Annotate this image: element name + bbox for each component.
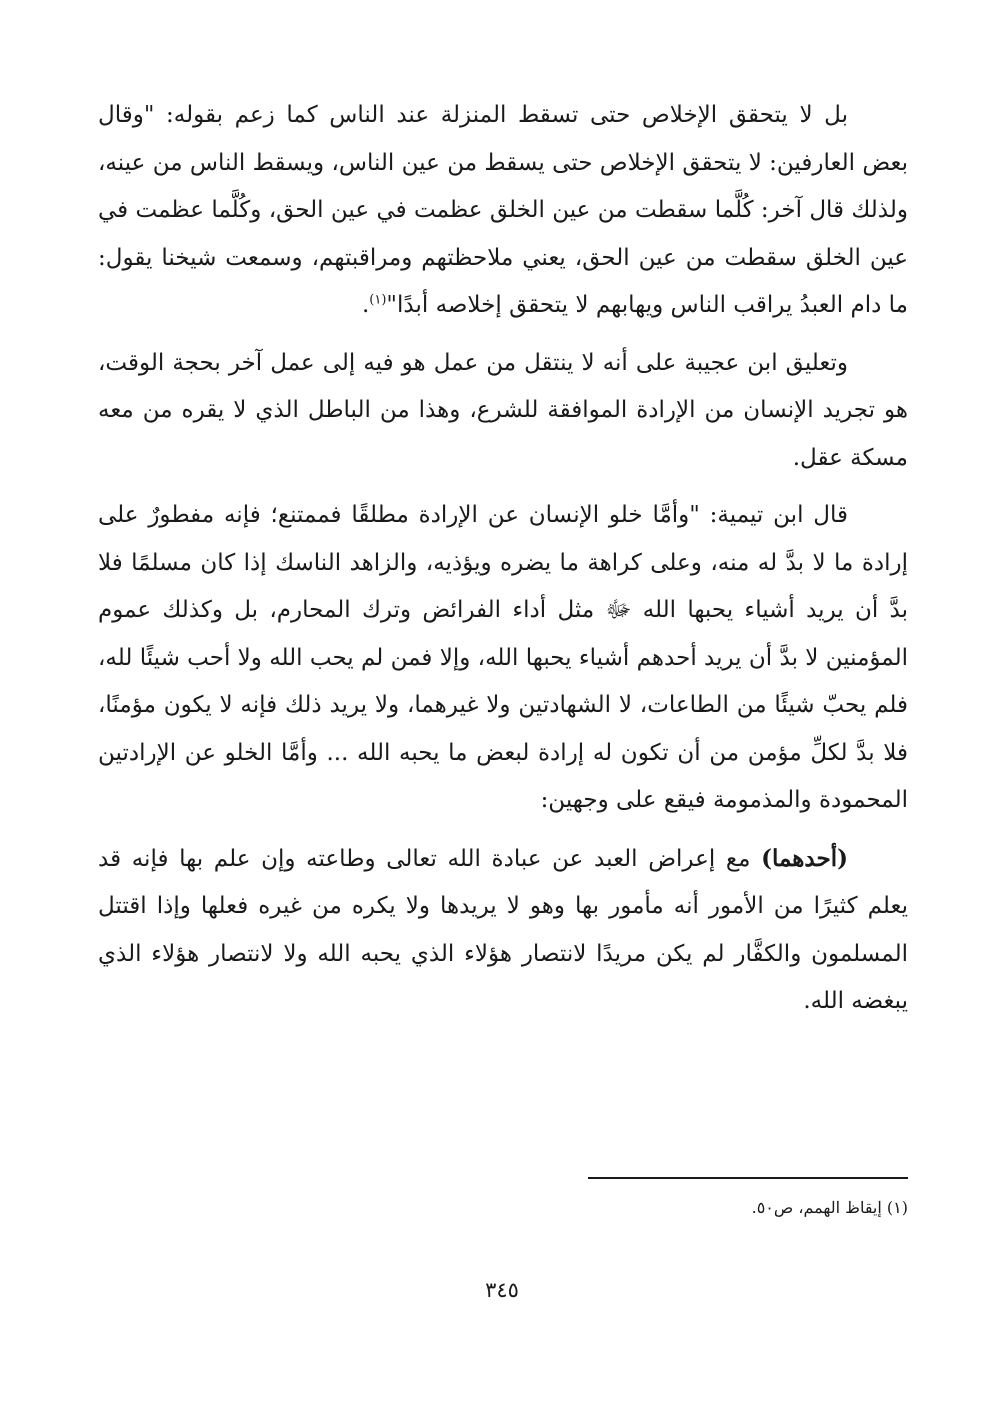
paragraph-1-text: بل لا يتحقق الإخلاص حتى تسقط المنزلة عند الناس كما زعم بقوله: "وقال بعض العارفين: لا يتحقق الإخلاص حتى يسقط من عين الناس، ويسقط الناس من عينه، ولذلك قال آخر: كُلَّما سقطت من عين الخلق عظمت في عين الحق، وكُلَّما عظمت في عين الخلق سقطت من عين الحق، يعني ملاحظتهم ومراقبتهم، وسمعت شيخنا يقول: ما دام العبدُ يراقب الناس ويهابهم لا يتحقق إخلاصه أبدًا": [98, 102, 908, 318]
paragraph-3: قال ابن تيمية: "وأمَّا خلو الإنسان عن الإرادة مطلقًا فممتنع؛ فإنه مفطورٌ على إرادة ما لا بدَّ له منه، وعلى كراهة ما يضره ويؤذيه، والزاهد الناسك إذا كان مسلمًا فلا بدَّ أن يريد أشياء يحبها الله ﷻ مثل أداء الفرائض وترك المحارم، بل وكذلك عموم المؤمنين لا بدَّ أن يريد أحدهم أشياء يحبها الله، وإلا فمن لم يحب الله ولا أحب شيئًا لله، فلم يحبّ شيئًا من الطاعات، لا الشهادتين ولا غيرهما، ولا يريد ذلك فإنه لا يكون مؤمنًا، فلا بدَّ لكلِّ مؤمن من أن تكون له إرادة لبعض ما يحبه الله ... وأمَّا الخلو عن الإرادتين المحمودة والمذمومة فيقع على وجهين:: [98, 502, 908, 813]
footnote-reference[interactable]: (١): [369, 292, 387, 308]
footnote-divider: [588, 1177, 908, 1179]
page-number: ٣٤٥: [485, 1278, 519, 1302]
footnote: (١) إيقاظ الهمم، ص٥٠.: [751, 1198, 908, 1217]
paragraph-2: وتعليق ابن عجيبة على أنه لا ينتقل من عمل هو فيه إلى عمل آخر بحجة الوقت، هو تجريد الإنسان من الإرادة الموافقة للشرع، وهذا من الباطل الذي لا يقره من معه مسكة عقل.: [98, 349, 908, 471]
paragraph-1: [98, 92, 908, 330]
paragraph-4: [98, 835, 908, 1026]
page-body: [98, 92, 908, 1036]
paragraph-1-end: .: [361, 292, 370, 318]
paragraph-4-text: مع إعراض العبد عن عبادة الله تعالى وطاعته وإن علم بها فإنه قد يعلم كثيرًا من الأمور أنه مأمور بها وهو لا يريدها ولا يكره من غيره فعلها وإذا اقتتل المسلمون والكفَّار لم يكن مريدًا لانتصار هؤلاء الذي يحبه الله ولا لانتصار هؤلاء الذي يبغضه الله.: [98, 845, 908, 1014]
paragraph-4-heading: (أحدهما): [761, 844, 848, 872]
